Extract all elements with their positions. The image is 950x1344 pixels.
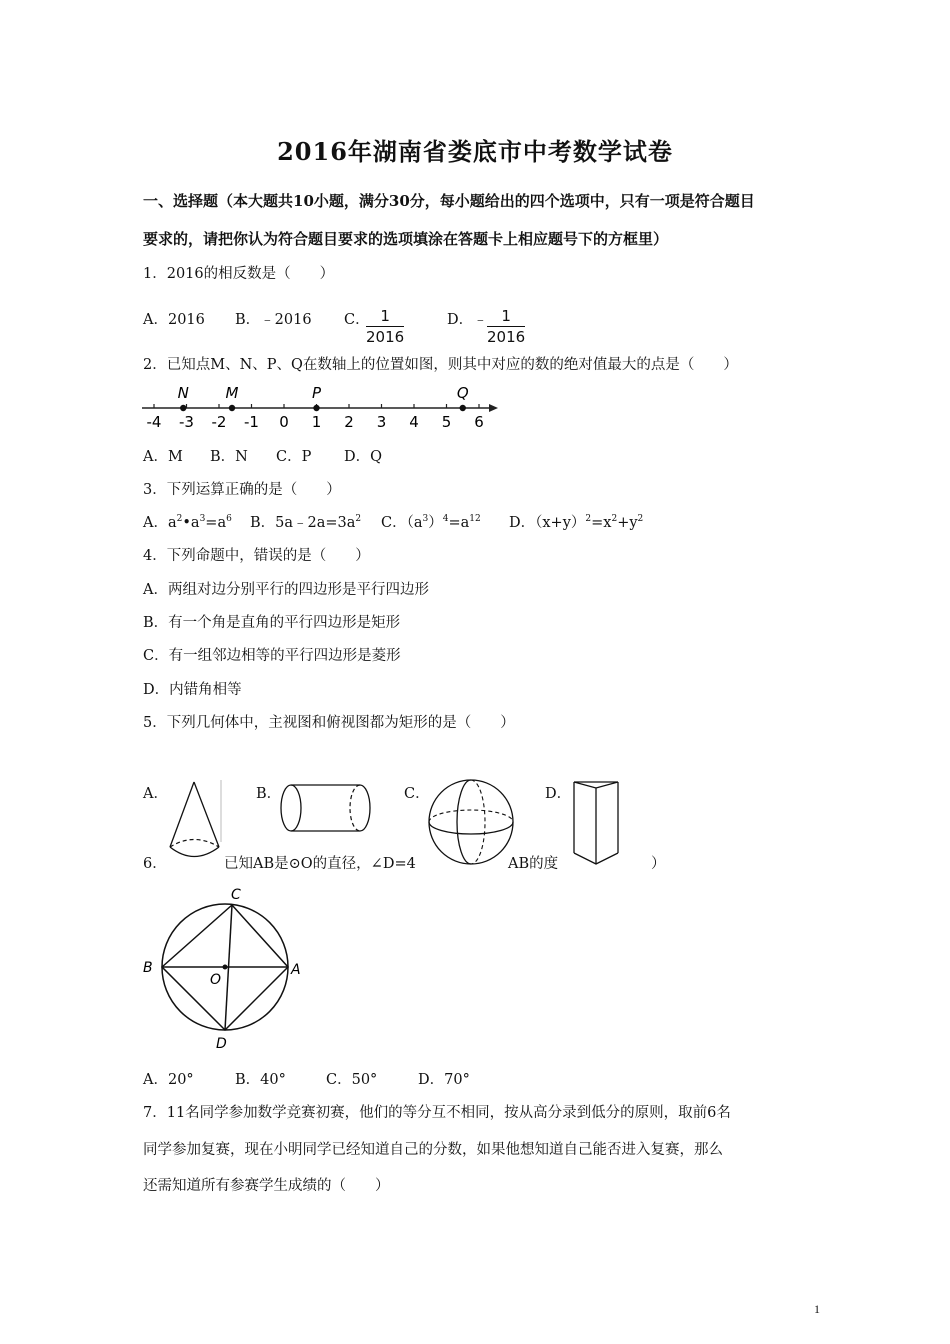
q5-option-a-label: A． [143, 786, 168, 802]
q4-option-c: C．有一组邻边相等的平行四边形是菱形 [143, 648, 401, 664]
q7-line3: 还需知道所有参赛学生成绩的（ ） [143, 1178, 390, 1194]
q4-option-b: B．有一个角是直角的平行四边形是矩形 [143, 615, 401, 631]
q1-stem: 1．2016的相反数是（ ） [143, 266, 335, 282]
q1-option-d-fraction [487, 307, 525, 346]
q2-option-a: A．M [143, 449, 183, 465]
q5-stem: 5．下列几何体中，主视图和俯视图都为矩形的是（ ） [143, 715, 515, 731]
q4-option-d: D．内错角相等 [143, 682, 242, 698]
fraction-numerator: 1 [487, 307, 525, 327]
cylinder-figure [278, 782, 378, 838]
q6-stem-start: 6． [143, 856, 167, 872]
q1-option-b: B．﹣2016 [235, 312, 312, 328]
q1-option-d-label: D．﹣ [447, 312, 488, 328]
q3-option-b: B．$5a﹣2a=3a^2$ [250, 514, 362, 531]
number-line-figure [140, 382, 505, 432]
q5-option-b-label: B． [256, 786, 282, 802]
q5-option-c-label: C． [404, 786, 430, 802]
number-line-tick-label: 0 [279, 413, 289, 431]
section-heading-line1: 一、选择题（本大题共10小题，满分30分，每小题给出的四个选项中，只有一项是符合题目 [143, 192, 755, 210]
number-line-tick-label: 2 [344, 413, 354, 431]
q3-option-d: D．$(x+y)^2=x^2+y^2$ [509, 514, 644, 531]
q2-option-b: B．N [210, 449, 248, 465]
number-line-tick-label: 3 [376, 413, 387, 431]
q7-line1: 7．11名同学参加数学竞赛初赛，他们的等分互不相同，按从高分录到低分的原则，取前6名 [143, 1105, 731, 1121]
q6-option-a: A．20° [143, 1072, 194, 1088]
cone-figure [163, 780, 225, 866]
triangular-prism-figure [568, 778, 624, 868]
q1-option-a: A．2016 [143, 312, 205, 328]
number-line-point [313, 405, 319, 411]
number-line-point-label: M [225, 384, 239, 402]
q6-option-c: C．50° [326, 1072, 378, 1088]
label-o: O [210, 972, 222, 988]
number-line-tick-label: -3 [179, 413, 194, 431]
number-line-point [180, 405, 186, 411]
fraction-denominator: 2016 [487, 328, 526, 346]
number-line-tick-label: 4 [409, 413, 419, 431]
number-line-tick-label: -2 [211, 413, 227, 431]
q4-option-a: A．两组对边分别平行的四边形是平行四边形 [143, 582, 429, 598]
number-line-tick-label: 1 [311, 413, 322, 431]
q5-option-d-label: D． [545, 786, 572, 802]
label-d: D [216, 1036, 227, 1052]
q2-option-c: C．P [276, 449, 312, 465]
number-line-point-label: Q [456, 384, 469, 402]
q1-option-c-label: C． [344, 312, 370, 328]
label-b: B [143, 960, 153, 976]
q6-option-b: B．40° [235, 1072, 286, 1088]
label-c: C [231, 887, 241, 903]
number-line-tick-label: -1 [244, 413, 259, 431]
q3-option-c: C．$(a^3)^4=a^{12}$ [381, 514, 481, 531]
page-title: 2016年湖南省娄底市中考数学试卷 [277, 137, 673, 166]
number-line-tick-label: 5 [441, 413, 452, 431]
fraction-denominator: 2016 [366, 328, 405, 346]
page-number: 1 [814, 1302, 820, 1316]
q3-stem: 3．下列运算正确的是（ ） [143, 482, 341, 498]
q2-option-d: D．Q [344, 449, 383, 465]
q6-stem-end: ） [651, 856, 666, 872]
number-line-point-label: N [177, 384, 189, 402]
q6-option-d: D．70° [418, 1072, 470, 1088]
section-heading-line2: 要求的，请把你认为符合题目要求的选项填涂在答题卡上相应题号下的方框里） [143, 230, 669, 248]
number-line-point [460, 405, 466, 411]
q6-stem-part2: AB的度 [508, 856, 559, 872]
q4-stem: 4．下列命题中，错误的是（ ） [143, 548, 370, 564]
sphere-figure [426, 778, 518, 868]
q2-stem: 2．已知点M、N、P、Q在数轴上的位置如图，则其中对应的数的绝对值最大的点是（ ） [143, 357, 738, 373]
number-line-point [229, 405, 235, 411]
q1-option-c-fraction [366, 307, 404, 346]
q3-option-a: A．$a^2•a^3=a^6$ [143, 514, 232, 531]
q7-line2: 同学参加复赛，现在小明同学已经知道自己的分数，如果他想知道自己能否进入复赛，那么 [143, 1142, 723, 1158]
circle-geometry-figure [140, 882, 310, 1052]
number-line-tick-label: -4 [146, 413, 162, 431]
fraction-numerator: 1 [366, 307, 404, 327]
number-line-point-label: P [311, 384, 322, 402]
label-a: A [291, 962, 301, 978]
q6-stem-part1: 已知AB是⊙O的直径，∠D=4 [224, 856, 416, 872]
number-line-tick-label: 6 [474, 413, 484, 431]
